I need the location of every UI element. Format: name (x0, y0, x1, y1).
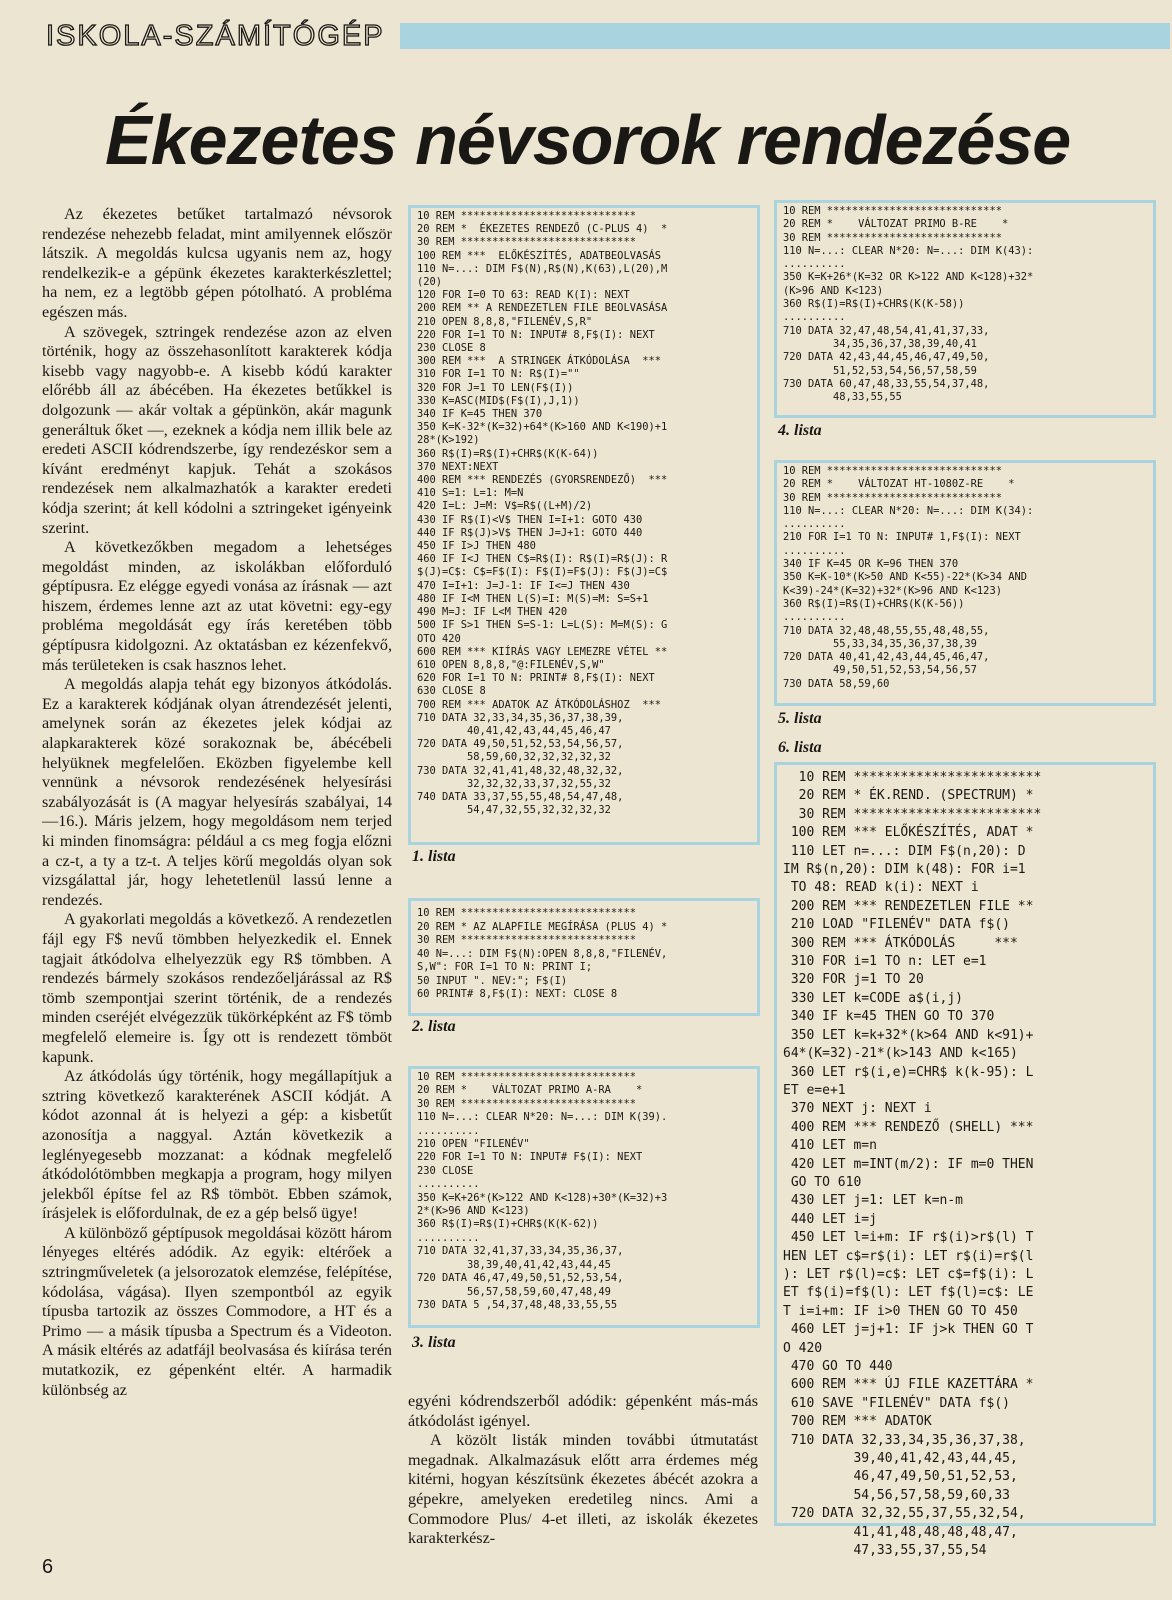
listing-6-caption: 6. lista (778, 739, 822, 756)
listing-2-caption: 2. lista (412, 1018, 456, 1035)
listing-3 (408, 1066, 760, 1328)
header-stripe (400, 23, 1170, 49)
listing-1-caption: 1. lista (412, 848, 456, 865)
paragraph: A gyakorlati megoldás a következő. A rendezetlen fájl egy F$ nevű tömbben helyezkedik el. Ennek tagjait átkódolva elhelyezzük egy R$ tömbben. A rendezés bármely szokásos rendezőeljárással az R$ tömb szempontjai szerint történik, de a rendezés minden cseréjét elvégezzük tükörképként az F$ tömb megfelelő elemeire is. Így ott is rendezett tömböt kapunk. (42, 910, 392, 1066)
page-number: 6 (42, 1556, 54, 1578)
paragraph: A következőkben megadom a lehetséges megoldást minden, az iskolákban előforduló géptípusra. Ez elégge egyedi vonása az írásnak — azt hiszem, érdemes lenne azt az utat követni: egy-egy probléma megoldását egy írás keretében több géptípusra kidolgozni. Az oktatásban ez kézenfekvő, más területeken is csak hasznos lehet. (42, 538, 392, 674)
listing-2 (408, 898, 760, 1016)
article-text-middle (408, 1392, 758, 1549)
listing-4-caption: 4. lista (778, 422, 822, 439)
listing-6-code: 10 REM ************************ 20 REM * ÉK.REND. (SPECTRUM) * 30 REM ************************ 100 REM *** ELŐKÉSZÍTÉS, ADAT * 110 LET n=...: DIM F$(n,20): D IM R$(n,20): DIM k(48): FOR i=1 TO 48: READ k(i): NEXT i 200 REM *** RENDEZETLEN FILE ** 210 LOAD "FILENÉV" DATA f$() 300 REM *** ÁTKÓDOLÁS *** 310 FOR i=1 TO n: LET e=1 320 FOR j=1 TO 20 330 LET k=CODE a$(i,j) 340 IF k=45 THEN GO TO 370 350 LET k=k+32*(k>64 AND k<91)+ 64*(K=32)-21*(k>143 AND k<165) 360 LET r$(i,e)=CHR$ k(k-95): L ET e=e+1 370 NEXT j: NEXT i 400 REM *** RENDEZŐ (SHELL) *** 410 LET m=n 420 LET m=INT(m/2): IF m=0 THEN GO TO 610 430 LET j=1: LET k=n-m 440 LET i=j 450 LET l=i+m: IF r$(i)>r$(l) T HEN LET c$=r$(i): LET r$(i)=r$(l ): LET r$(l)=c$: LET c$=f$(i): L ET f$(i)=f$(l): LET f$(l)=c$: LE T i=i+m: IF i>0 THEN GO TO 450 460 LET j=j+1: IF j>k THEN GO T O 420 470 GO TO 440 600 REM *** ÚJ FILE KAZETTÁRA * 610 SAVE "FILENÉV" DATA f$() 700 REM *** ADATOK 710 DATA 32,33,34,35,36,37,38, 39,40,41,42,43,44,45, 46,47,49,50,51,52,53, 54,56,57,58,59,60,33 720 DATA 32,32,55,37,55,32,54, 41,41,48,48,48,48,47, 47,33,55,37,55,54 (777, 765, 1153, 1523)
article-headline: Ékezetes névsorok rendezése (105, 101, 1071, 179)
section-header (40, 20, 1170, 52)
paragraph: A megoldás alapja tehát egy bizonyos átkódolás. Ez a karakterek kódjának olyan átrendezését jelenti, amelynek során az ékezetes jelek kódjai az alapkarakterek közé sorakoznak be, ábécébeli helyüknek megfelelően. Eközben figyelembe kell vennünk a névsorok rendezésének helyesírási szabályozását is (A magyar helyesírás szabályai, 14—16.). Máris jelzem, hogy megoldásom nem terjed ki minden finomságra: például a cs meg fogja előzni a cz-t, a ty a tz-t. A teljes körű megoldás olyan sok vizsgálattal jár, hogy lehetetlenül lassú lenne a rendezés. (42, 675, 392, 909)
listing-5-code: 10 REM **************************** 20 REM * VÁLTOZAT HT-1080Z-RE * 30 REM **************************** 110 N=...: CLEAR N*20: N=...: DIM K(34): .......... 210 FOR I=1 TO N: INPUT# 1,F$(I): NEXT .......... 340 IF K=45 OR K=96 THEN 370 350 K=K-10*(K>50 AND K<55)-22*(K>34 AND K<39)-24*(K=32)+32*(K>96 AND K<123) 360 R$(I)=R$(I)+CHR$(K(K-56)) .......... 710 DATA 32,48,48,55,55,48,48,55, 55,33,34,35,36,37,38,39 720 DATA 40,41,42,43,44,45,46,47, 49,50,51,52,53,54,56,57 730 DATA 58,59,60 (777, 463, 1153, 703)
listing-1-code: 10 REM **************************** 20 REM * ÉKEZETES RENDEZŐ (C-PLUS 4) * 30 REM **************************** 100 REM *** ELŐKÉSZÍTÉS, ADATBEOLVASÁS 110 N=...: DIM F$(N),R$(N),K(63),L(20),M (20) 120 FOR I=0 TO 63: READ K(I): NEXT 200 REM ** A RENDEZETLEN FILE BEOLVASÁSA 210 OPEN 8,8,8,"FILENÉV,S,R" 220 FOR I=1 TO N: INPUT# 8,F$(I): NEXT 230 CLOSE 8 300 REM *** A STRINGEK ÁTKÓDOLÁSA *** 310 FOR I=1 TO N: R$(I)="" 320 FOR J=1 TO LEN(F$(I)) 330 K=ASC(MID$(F$(I),J,1)) 340 IF K=45 THEN 370 350 K=K-32*(K=32)+64*(K>160 AND K<190)+1 28*(K>192) 360 R$(I)=R$(I)+CHR$(K(K-64)) 370 NEXT:NEXT 400 REM *** RENDEZÉS (GYORSRENDEZŐ) *** 410 S=1: L=1: M=N 420 I=L: J=M: V$=R$((L+M)/2) 430 IF R$(I)<V$ THEN I=I+1: GOTO 430 440 IF R$(J)>V$ THEN J=J+1: GOTO 440 450 IF I>J THEN 480 460 IF I<J THEN C$=R$(I): R$(I)=R$(J): R $(J)=C$: C$=F$(I): F$(I)=F$(J): F$(J)=C$ 470 I=I+1: J=J-1: IF I<=J THEN 430 480 IF I<M THEN L(S)=I: M(S)=M: S=S+1 490 M=J: IF L<M THEN 420 500 IF S>1 THEN S=S-1: L=L(S): M=M(S): G OTO 420 600 REM *** KIÍRÁS VAGY LEMEZRE VÉTEL ** 610 OPEN 8,8,8,"@:FILENÉV,S,W" 620 FOR I=1 TO N: PRINT# 8,F$(I): NEXT 630 CLOSE 8 700 REM *** ADATOK AZ ÁTKÓDOLÁSHOZ *** 710 DATA 32,33,34,35,36,37,38,39, 40,41,42,43,44,45,46,47 720 DATA 49,50,51,52,53,54,56,57, 58,59,60,32,32,32,32,32 730 DATA 32,41,41,48,32,48,32,32, 32,32,32,33,37,32,55,32 740 DATA 33,37,55,55,48,54,47,48, 54,47,32,55,32,32,32,32 (411, 208, 757, 842)
paragraph: A különböző géptípusok megoldásai között három lényeges eltérés adódik. Az egyik: eltérőek a sztringműveletek (a jelsorozatok elemzése, felépítése, kódolása, vágása). Ilyen szempontból az egyik típusba tartozik az összes Commodore, a HT és a Primo — a másik típusba a Spectrum és a Videoton. A másik eltérés az adatfájl beolvasása és kiírása terén mutatkozik, ez gépenként eltér. A harmadik különbség az (42, 1223, 392, 1399)
section-title: ISKOLA-SZÁMÍTÓGÉP (46, 20, 385, 52)
listing-3-caption: 3. lista (412, 1334, 456, 1351)
listing-5 (774, 460, 1156, 706)
listing-6 (774, 762, 1156, 1559)
paragraph: Az ékezetes betűket tartalmazó névsorok rendezése nehezebb feladat, mint amilyennek először látszik. A megoldás kulcsa ugyanis nem az, hogy rendelkezik-e a gépünk ékezetes karakterkészlettel; ha nem, ez a legtöbb gépen pótolható. A probléma egészen más. (42, 205, 392, 321)
listing-5-caption: 5. lista (778, 710, 822, 727)
paragraph: Az átkódolás úgy történik, hogy megállapítjuk a sztring következő karakterének ASCII kódját. A kódot azonnal át is helyezi a gép: a kisbetűt azonosítja a naggyal. Aztán következik a leglényegesebb mozzanat: a kódnak megfelelő átkódolótömbben megkapja a program, hogy milyen jelekből építse fel az R$ tömböt. Ebben számok, írásjelek is előfordulnak, de ez a gép belső ügye! (42, 1067, 392, 1223)
paragraph: egyéni kódrendszerből adódik: gépenként más-más átkódolást igényel. (408, 1392, 758, 1430)
listing-4-code: 10 REM **************************** 20 REM * VÁLTOZAT PRIMO B-RE * 30 REM **************************** 110 N=...: CLEAR N*20: N=...: DIM K(43): .......... 350 K=K+26*(K=32 OR K>122 AND K<128)+32* (K>96 AND K<123) 360 R$(I)=R$(I)+CHR$(K(K-58)) .......... 710 DATA 32,47,48,54,41,41,37,33, 34,35,36,37,38,39,40,41 720 DATA 42,43,44,45,46,47,49,50, 51,52,53,54,56,57,58,59 730 DATA 60,47,48,33,55,54,37,48, 48,33,55,55 (777, 203, 1153, 415)
listing-2-code: 10 REM **************************** 20 REM * AZ ALAPFILE MEGÍRÁSA (PLUS 4) * 30 REM **************************** 40 N=...: DIM F$(N):OPEN 8,8,8,"FILENÉV, S,W": FOR I=1 TO N: PRINT I; 50 INPUT ". NEV:"; F$(I) 60 PRINT# 8,F$(I): NEXT: CLOSE 8 (411, 901, 757, 1013)
article-text-left (42, 205, 392, 1400)
listing-1 (408, 205, 760, 845)
listing-3-code: 10 REM **************************** 20 REM * VÁLTOZAT PRIMO A-RA * 30 REM **************************** 110 N=...: CLEAR N*20: N=...: DIM K(39). .......... 210 OPEN "FILENÉV" 220 FOR I=1 TO N: INPUT# F$(I): NEXT 230 CLOSE .......... 350 K=K+26*(K>122 AND K<128)+30*(K=32)+3 2*(K>96 AND K<123) 360 R$(I)=R$(I)+CHR$(K(K-62)) .......... 710 DATA 32,41,37,33,34,35,36,37, 38,39,40,41,42,43,44,45 720 DATA 46,47,49,50,51,52,53,54, 56,57,58,59,60,47,48,49 730 DATA 5 ,54,37,48,48,33,55,55 (411, 1069, 757, 1325)
paragraph: A közölt listák minden további útmutatást megadnak. Alkalmazásuk előtt arra érdemes még kitérni, hogyan készítsünk ékezetes ábécét azokra a gépekre, amelyeken eredetileg nincs. Ami a Commodore Plus/ 4-et illeti, az iskolák ékezetes karakterkész- (408, 1431, 758, 1548)
listing-4 (774, 200, 1156, 418)
paragraph: A szövegek, sztringek rendezése azon az elven történik, hogy az összehasonlított karakterek kódja kisebb vagy nagyobb-e. A kisebb kódú karakter előrébb áll az ábécében. Ha ékezetes betűkkel is dolgozunk — akár voltak a gépünkön, akár magunk generáltuk őket —, ezeknek a kódja nem illik bele az eredeti ASCII kódrendszerbe, így rendezéskor sem a kívánt eredményt kapjuk. Tehát a szokásos rendezések nem alkalmazhatók a karakter eredeti kódja szerint; át kell kódolni a sztringeket igényeink szerint. (42, 322, 392, 537)
